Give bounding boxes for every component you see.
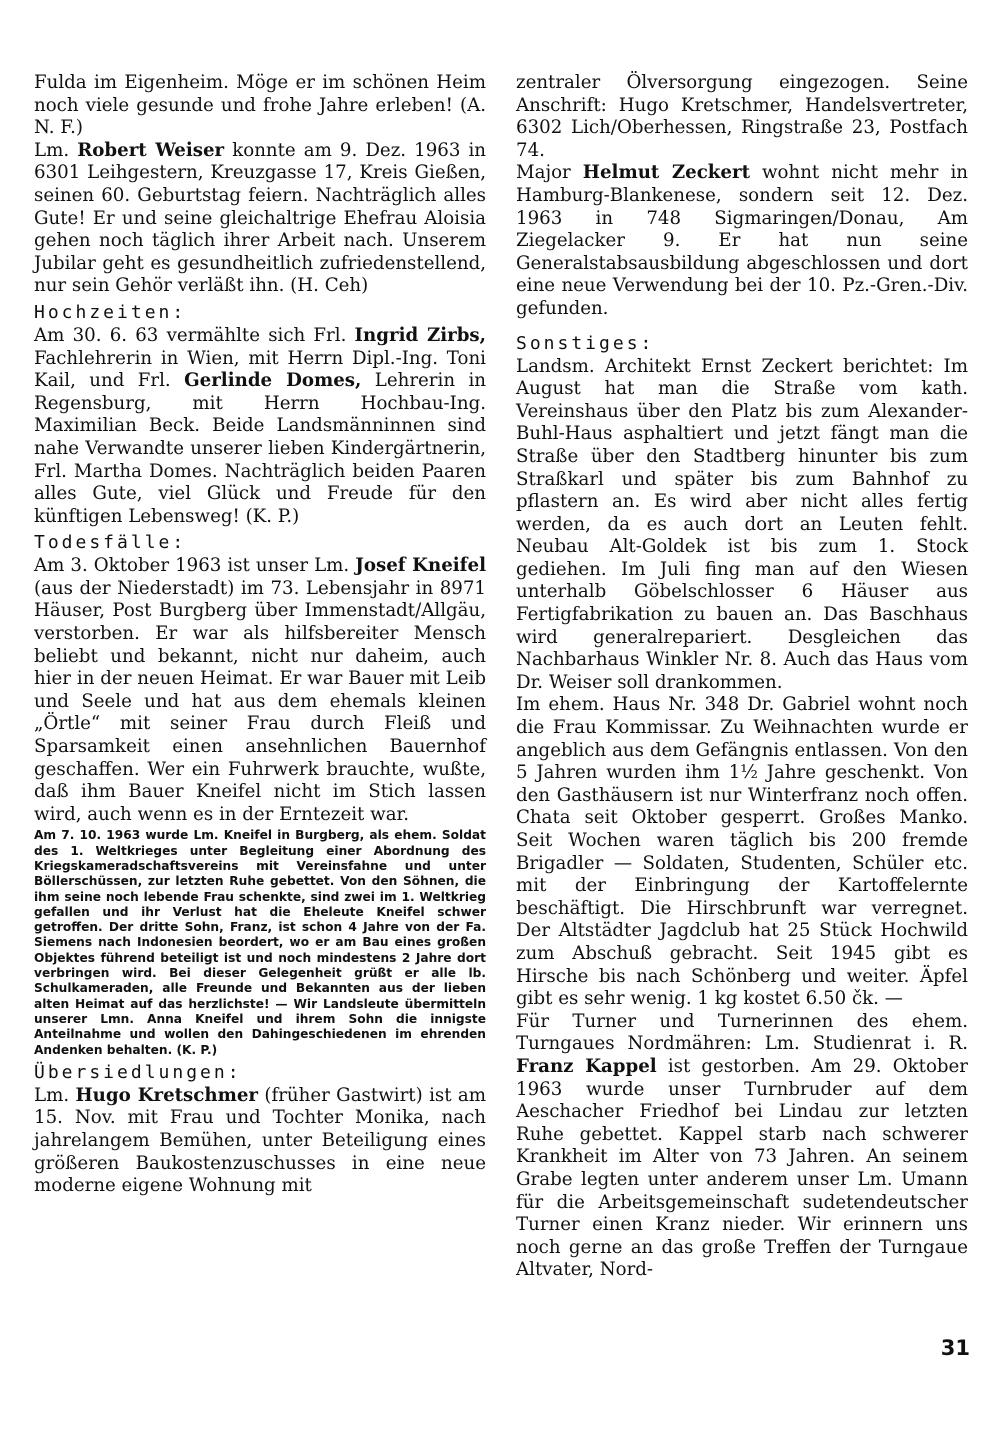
paragraph-house-348: Im ehem. Haus Nr. 348 Dr. Gabriel wohnt noch die Frau Kommissar. Zu Weihnachten wurde er angeblich aus dem Gefängnis entlassen. Von den 5 Jahren wurden ihm 1½ Jahre geschenkt. Von den Gasthäusern ist nur Winterfranz noch offen. Chata seit Oktober gesperrt. Großes Manko. Seit Wochen waren täglich bis 200 fremde Brigadler — Soldaten, Studenten, Schüler etc. mit der Einbringung der Kartoffelernte beschäftigt. Die Hirschbrunft war verregnet. Der Altstädter Jagdclub hat 25 Stück Hochwild zum Abschuß gebracht. Seit 1945 gibt es Hirsche bis nach Schönberg und weiter. Äpfel gibt es sehr wenig. 1 kg kostet 6.50 čk. — [516,694,968,1010]
text-segment: Lm. [34,139,78,161]
text-segment: Am 3. Oktober 1963 ist unser Lm. [34,555,356,577]
person-name: Hugo Kretschmer [75,1084,258,1106]
person-name: Josef Kneifel [355,555,486,577]
person-name: Robert Weiser [77,139,225,161]
person-name: Ingrid Zirbs, [354,324,487,346]
text-segment: Lehrerin in Regensburg, mit Herrn Hochbau-Ing. Maximilian Beck. Beide Landsmänninnen sind nahe Verwandte unserer lieben Kindergärtnerin, Frl. Martha Domes. Nachträglich beiden Paaren alles Gute, viel Glück und Freude für den künftigen Lebensweg! (K. P.) [34,370,486,527]
text-segment: (früher Gastwirt) ist am 15. Nov. mit Frau und Tochter Monika, nach jahrelangem Bemühen, unter Beteiligung eines größeren Baukostenzuschusses in eine neue moderne eigene Wohnung mit [34,1084,487,1197]
text-segment: Für Turner und Turnerinnen des ehem. Turngaues Nordmähren: Lm. Studienrat i. R. [516,1010,968,1055]
text-segment: Lm. [34,1084,76,1106]
page-number: 31 [940,1336,970,1360]
text-segment: (aus der Niederstadt) im 73. Lebensjahr in 8971 Häuser, Post Burgberg über Immenstadt/Allgäu, verstorben. Er war als hilfsbereiter Mensch beliebt und bekannt, nicht nur daheim, auch hier in der neuen Heimat. Er war Bauer mit Leib und Seele und hat aus dem ehemals kleinen „Örtle“ mit seiner Frau durch Fleiß und Sparsamkeit einen ansehnlichen Bauernhof geschaffen. Wer ein Fuhrwerk brauchte, wußte, daß ihm Bauer Kneifel nicht im Stich lassen wird, auch wenn es in der Erntezeit war. [34,577,486,825]
spacer [516,321,968,329]
paragraph-franz-kappel [516,1011,968,1282]
text-segment: konnte am 9. Dez. 1963 in 6301 Leihgestern, Kreuzgasse 17, Kreis Gießen, seinen 60. Geburtstag feiern. Nachträglich alles Gute! Er und seine gleichaltrige Ehefrau Aloisia gehen noch täglich ihrer Arbeit nach. Unserem Jubilar geht es gesundheitlich zufriedenstellend, nur sein Gehör verläßt ihn. (H. Ceh) [34,139,487,297]
text-segment: Am 30. 6. 63 vermählte sich Frl. [34,324,355,346]
section-heading-sonstiges: Sonstiges: [516,332,655,354]
section-heading-uebersiedlungen: Übersiedlungen: [34,1061,242,1083]
paragraph-hochzeiten [34,325,486,528]
paragraph-hugo-kretschmer [34,1085,486,1198]
paragraph-architect-report: Landsm. Architekt Ernst Zeckert berichtet: Im August hat man die Straße vom kath. Vereinshaus über den Platz bis zum Alexander-Buhl-Haus asphaltiert und jetzt fängt man die Straße über den Stadtberg hinunter bis zum Straßkarl und später bis zum Bahnhof zu pflastern an. Es wird aber nicht alles fertig werden, da es auch dort an Leuten fehlt. Neubau Alt-Goldek ist bis zum 1. Stock gediehen. Im Juli fing man auf den Wiesen unterhalb Göbelschlosser 6 Häuser aus Fertigfabrikation zu bauen an. Das Baschhaus wird generalrepariert. Desgleichen das Nachbarhaus Winkler Nr. 8. Auch das Haus vom Dr. Weiser soll drankommen. [516,355,968,693]
section-heading-hochzeiten: Hochzeiten: [34,301,187,323]
person-name: Gerlinde Domes, [184,370,362,392]
right-column [516,72,968,1282]
person-name: Helmut Zeckert [582,162,750,184]
text-segment: Fachlehrerin in Wien, mit Herrn Dipl.-Ing. Toni Kail, und Frl. [34,347,486,392]
section-heading-todesfaelle: Todesfälle: [34,532,187,554]
paragraph-helmut-zeckert [516,162,968,320]
person-name: Franz Kappel [516,1055,657,1077]
paragraph-josef-kneifel [34,555,486,826]
paragraph-kneifel-funeral: Am 7. 10. 1963 wurde Lm. Kneifel in Burgberg, als ehem. Soldat des 1. Weltkrieges unter Begleitung einer Abordnung des Kriegskameradschaftsvereins mit Vereinsfahne und unter Böllerschüssen, zur letzten Ruhe gebettet. Von den Söhnen, die ihm seine noch lebende Frau schenkte, sind zwei im 1. Weltkrieg gefallen und ihr Verlust hat die Eheleute Kneifel schwer getroffen. Der dritte Sohn, Franz, ist schon 4 Jahre von der Fa. Siemens nach Indonesien beordert, wo er am Bau eines großen Objektes führend beteiligt ist und noch mindestens 2 Jahre dort verbringen wird. Bei dieser Gelegenheit grüßt er alle lb. Schulkameraden, alle Freunde und Bekannten aus der lieben alten Heimat auf das herzlichste! — Wir Landsleute übermitteln unserer Lmn. Anna Kneifel und ihrem Sohn die innigste Anteilnahme und wollen den Dahingeschiedenen im ehrenden Andenken behalten. (K. P.) [34,828,486,1057]
left-column [34,72,486,1198]
paragraph-fulda: Fulda im Eigenheim. Möge er im schönen Heim noch viele gesunde und frohe Jahre erleben! (A. N. F.) [34,72,486,139]
text-segment: ist gestorben. Am 29. Oktober 1963 wurde unser Turnbruder auf dem Aeschacher Friedhof bei Lindau zur letzten Ruhe gebettet. Kappel starb nach schwerer Krankheit im Alter von 73 Jahren. An seinem Grabe legten unter anderem unser Lm. Umann für die Arbeitsgemeinschaft sudetendeutscher Turner einen Kranz nieder. Wir erinnern uns noch gerne an das große Treffen der Turngaue Altvater, Nord- [516,1055,968,1281]
paragraph-robert-weiser [34,140,486,298]
text-segment: Major [516,162,583,184]
paragraph-kretschmer-address: zentraler Ölversorgung eingezogen. Seine Anschrift: Hugo Kretschmer, Handelsvertreter, 6302 Lich/Oberhessen, Ringstraße 23, Postfach 74. [516,72,968,161]
text-segment: wohnt nicht mehr in Hamburg-Blankenese, sondern seit 12. Dez. 1963 in 748 Sigmaringen/Donau, Am Ziegelacker 9. Er hat nun seine Generalstabsausbildung abgeschlossen und dort eine neue Verwendung bei der 10. Pz.-Gren.-Div. gefunden. [516,162,968,319]
